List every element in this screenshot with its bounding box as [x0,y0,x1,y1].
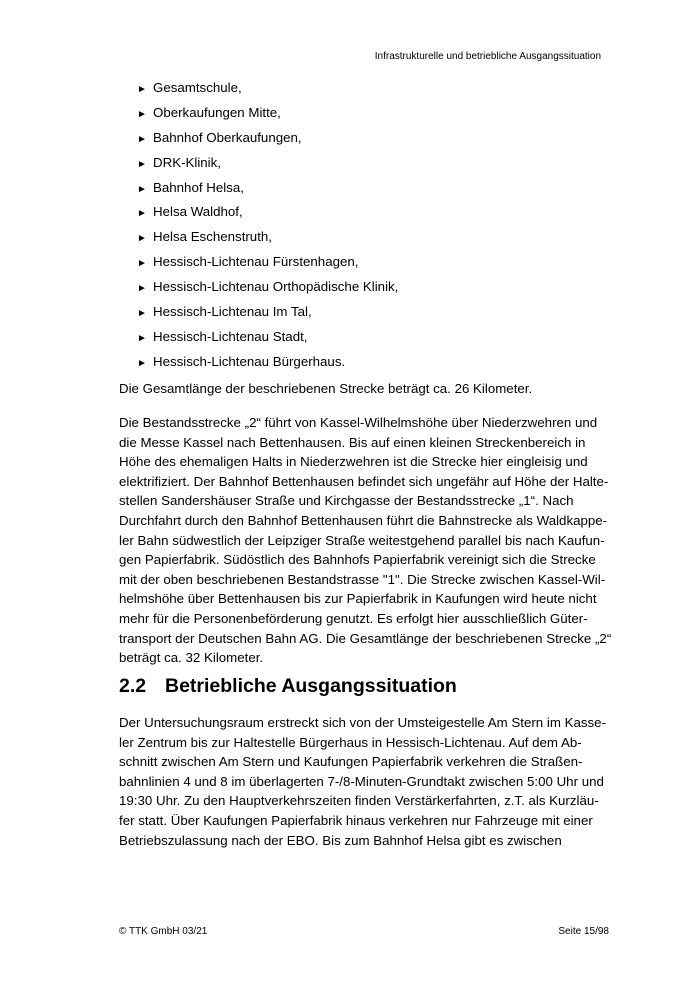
text-line: helmshöhe über Bettenhausen bis zur Papierfabrik in Kaufungen wird heute nicht [119,591,597,607]
text-line: Die Bestandsstrecke „2“ führt von Kassel-Wilhelmshöhe über Niederzwehren und [119,415,598,430]
running-header [375,51,601,63]
stop-name: Bahnhof Oberkaufungen, [153,129,302,145]
list-item [137,227,398,252]
stop-name: Hessisch-Lichtenau Stadt, [153,328,308,344]
bullet-arrow-icon: ► [137,283,147,295]
bullet-arrow-icon: ► [137,308,147,320]
text-line: bahnlinien 4 und 8 im überlagerten 7-/8-Minuten-Grundtakt zwischen 5:00 Uhr und [119,773,604,789]
text-line: Der Untersuchungsraum erstreckt sich von der Umsteigestelle Am Stern im Kasse- [119,715,606,730]
operations-paragraph [119,713,606,850]
bullet-arrow-icon: ► [137,233,147,245]
list-item [137,352,398,377]
section-number: 2.2 [119,675,147,697]
stop-name: Helsa Waldhof, [153,204,243,220]
text-line: gen Papierfabrik. Südöstlich des Bahnhofs Papierfabrik vereinigt sich die Strecke [119,552,596,568]
route-2-paragraph [119,413,612,668]
list-item [137,178,398,203]
bullet-arrow-icon: ► [137,357,147,369]
stop-name: DRK-Klinik, [153,154,221,170]
stop-name: Helsa Eschenstruth, [153,229,272,245]
text-line: die Messe Kassel nach Bettenhausen. Bis auf einen kleinen Streckenbereich in [119,434,586,450]
stop-name: Hessisch-Lichtenau Im Tal, [153,304,312,320]
stop-name: Gesamtschule, [153,80,242,95]
footer-page-number: Seite 15/98 [558,926,609,937]
text-line: 19:30 Uhr. Zu den Hauptverkehrszeiten finden Verstärkerfahrten, z.T. als Kurzläu- [119,793,599,809]
text-line: mehr für die Personenbeförderung genutzt. Es erfolgt hier ausschließlich Güter- [119,610,588,626]
text-line: beträgt ca. 32 Kilometer. [119,650,264,666]
text-line: fer statt. Über Kaufungen Papierfabrik hinaus verkehren nur Fahrzeuge mit einer [119,812,593,828]
running-header-title: Infrastrukturelle und betriebliche Ausgangssituation [374,51,601,62]
bullet-arrow-icon: ► [137,108,147,120]
text-line: Höhe des ehemaligen Halts in Niederzwehren ist die Strecke hier eingleisig und [119,454,588,470]
text-line: ler Bahn südwestlich der Leipziger Straße weitestgehend parallel bis nach Kaufun- [119,532,605,548]
list-item [137,202,398,227]
text-line: elektrifiziert. Der Bahnhof Bettenhausen befindet sich ungefähr auf Höhe der Halte- [119,473,609,489]
list-item [137,252,398,277]
stop-name: Hessisch-Lichtenau Fürstenhagen, [153,254,359,270]
text-line: transport der Deutschen Bahn AG. Die Gesamtlänge der beschriebenen Strecke „2“ [119,630,612,646]
bullet-arrow-icon: ► [137,133,147,145]
total-length-paragraph [119,379,589,399]
bullet-arrow-icon: ► [137,183,147,195]
list-item [137,128,398,153]
section-title: Betriebliche Ausgangssituation [165,675,457,697]
text-line: ler Zentrum bis zur Haltestelle Bürgerhaus in Hessisch-Lichtenau. Auf dem Ab- [119,734,582,750]
stop-name: Oberkaufungen Mitte, [153,104,281,120]
list-item [137,277,398,302]
text-line: Betriebszulassung nach der EBO. Bis zum Bahnhof Helsa gibt es zwischen [119,832,562,848]
bullet-arrow-icon: ► [137,158,147,170]
text-line: schnitt zwischen Am Stern und Kaufungen Papierfabrik verkehren die Straßen- [119,754,583,770]
stop-list [137,78,398,377]
list-item [137,302,398,327]
text-line: Die Gesamtlänge der beschriebenen Strecke beträgt ca. 26 Kilometer. [119,381,533,396]
stop-name: Hessisch-Lichtenau Orthopädische Klinik, [153,279,399,295]
bullet-arrow-icon: ► [137,332,147,344]
list-item [137,78,398,103]
bullet-arrow-icon: ► [137,208,147,220]
list-item [137,327,398,352]
footer-copyright: © TTK GmbH 03/21 [119,926,208,937]
text-line: mit der oben beschriebenen Bestandstrasse "1". Die Strecke zwischen Kassel-Wil- [119,571,606,587]
stop-name: Hessisch-Lichtenau Bürgerhaus. [153,353,346,369]
list-item [137,103,398,128]
text-line: stellen Sandershäuser Straße und Kirchgasse der Bestandsstrecke „1“. Nach [119,493,574,509]
text-line: Durchfahrt durch den Bahnhof Bettenhausen führt die Bahnstrecke als Waldkappe- [119,512,608,528]
bullet-arrow-icon: ► [137,84,147,95]
stop-name: Bahnhof Helsa, [153,179,244,195]
section-heading [119,673,457,699]
bullet-arrow-icon: ► [137,258,147,270]
list-item [137,153,398,178]
